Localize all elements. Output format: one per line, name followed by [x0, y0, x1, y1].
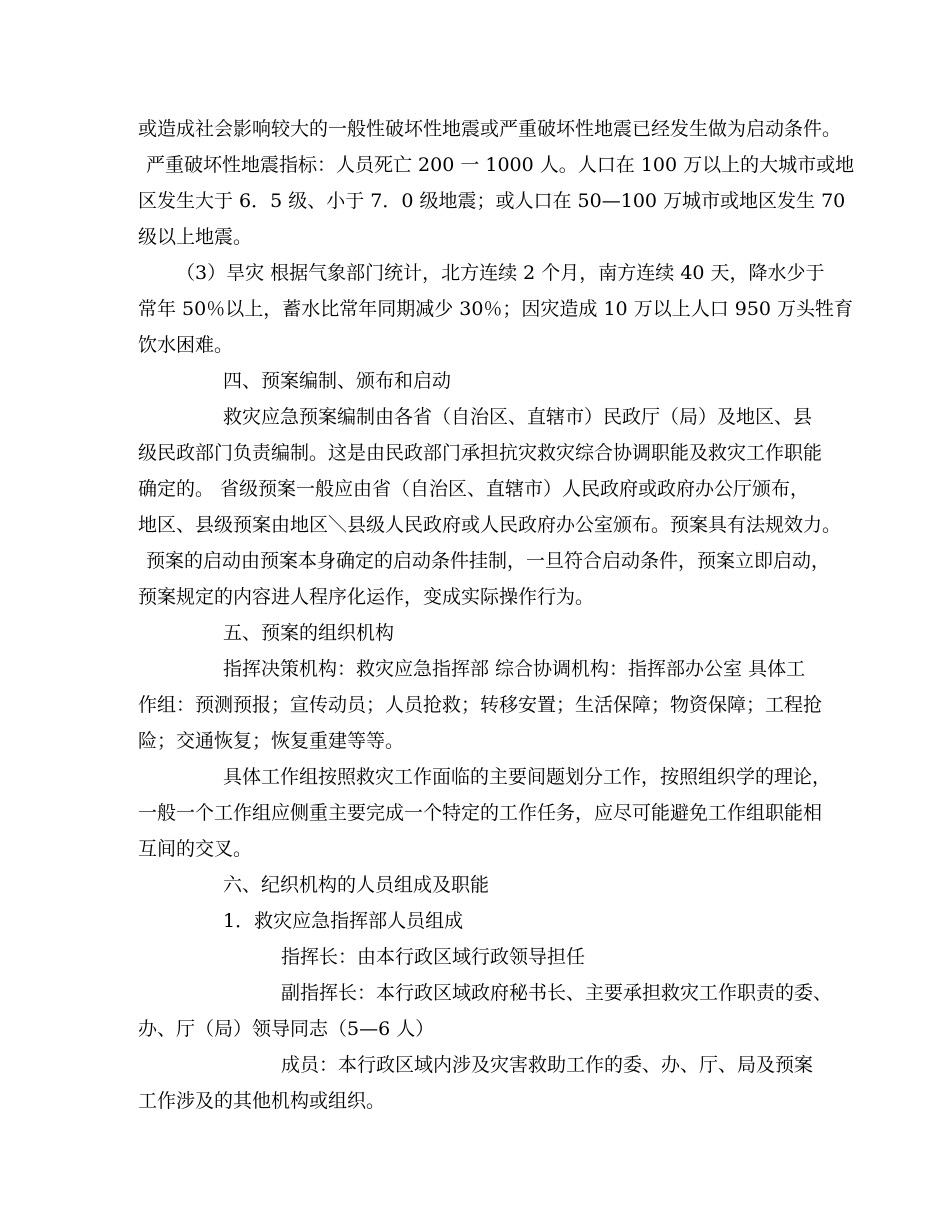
text-line: 险；交通恢复；恢复重建等等。	[138, 730, 405, 752]
text-line: 成员：本行政区域内涉及灾害救助工作的委、办、厅、局及预案	[281, 1054, 814, 1076]
text-line: 或造成社会影响较大的一般性破坏性地震或严重破坏性地震已经发生做为启动条件。	[138, 118, 842, 140]
text-line: 确定的。 省级预案一般应由省（自治区、直辖市）人民政府或政府办公厅颁布，	[138, 478, 810, 500]
text-line: 互间的交叉。	[138, 838, 253, 860]
text-line: 救灾应急预案编制由各省（自治区、直辖市）民政厅（局）及地区、县	[223, 406, 813, 428]
text-line: 一般一个工作组应侧重主要完成一个特定的工作任务，应尽可能避免工作组职能相	[138, 802, 823, 824]
text-line: 指挥长：由本行政区域行政领导担任	[281, 946, 586, 968]
subsection-heading: 1．救灾应急指挥部人员组成	[223, 910, 464, 932]
text-line: 预案规定的内容进人程序化运作，变成实际操作行为。	[138, 586, 595, 608]
text-line: 地区、县级预案由地区＼县级人民政府或人民政府办公室颁布。预案具有法规效力。	[138, 514, 842, 536]
text-line: 常年 50％以上，蓄水比常年同期减少 30％；因灾造成 10 万以上人口 950 万头牲育	[138, 298, 854, 320]
section-heading: 五、预案的组织机构	[223, 622, 395, 644]
section-heading: 四、预案编制、颁布和启动	[223, 370, 452, 392]
text-line: 指挥决策机构：救灾应急指挥部 综合协调机构：指挥部办公室 具体工	[223, 658, 806, 680]
text-line: 办、厅（局）领导同志（5—6 人）	[138, 1018, 435, 1040]
section-heading: 六、纪织机构的人员组成及职能	[223, 874, 490, 896]
text-line: 预案的启动由预案本身确定的启动条件挂制，一旦符合启动条件，预案立即启动，	[146, 550, 831, 572]
text-line: 具体工作组按照救灾工作面临的主要间题划分工作，按照组织学的理论，	[223, 766, 832, 788]
text-line: 级民政部门负责编制。这是由民政部门承担抗灾救灾综合协调职能及救灾工作职能	[138, 442, 823, 464]
text-line: 副指挥长：本行政区域政府秘书长、主要承担救灾工作职责的委、	[281, 982, 833, 1004]
text-line: 级以上地震。	[138, 226, 253, 248]
text-line: 作组：预测预报；宣传动员；人员抢救；转移安置；生活保障；物资保障；工程抢	[138, 694, 823, 716]
text-line: 严重破坏性地震指标：人员死亡 200 一 1000 人。人口在 100 万以上的大城市或地	[146, 154, 855, 176]
text-line: 工作涉及的其他机构或组织。	[138, 1090, 386, 1112]
text-line: （3）旱灾 根据气象部门统计，北方连续 2 个月，南方连续 40 天，降水少于	[176, 262, 825, 284]
text-line: 区发生大于 6．5 级、小于 7．0 级地震；或人口在 50—100 万城市或地区发生 70	[138, 190, 846, 212]
text-line: 饮水困难。	[138, 334, 234, 356]
